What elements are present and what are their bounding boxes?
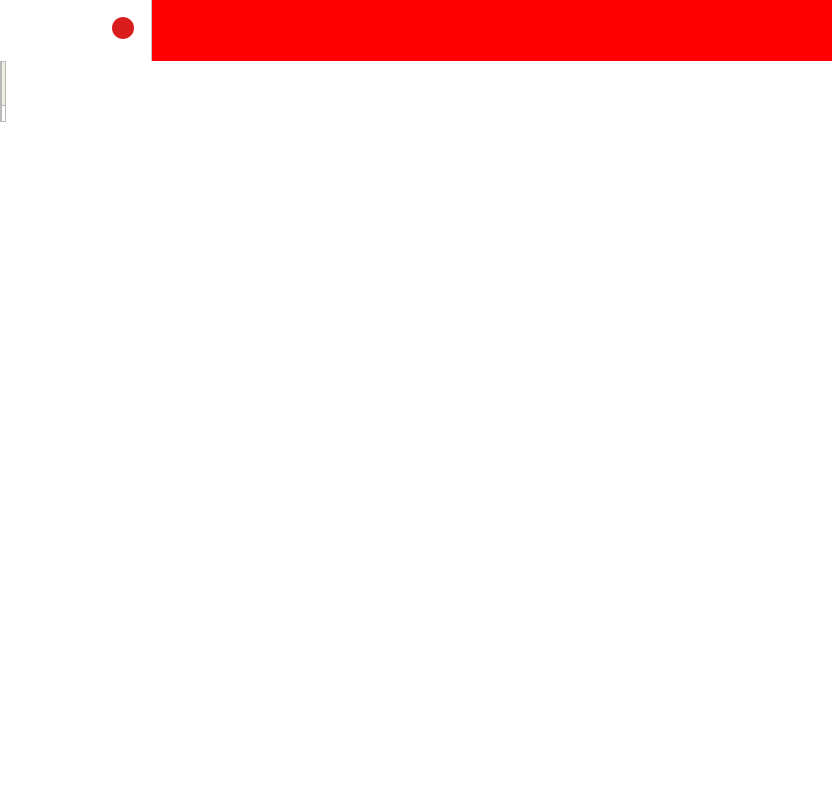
- score-table: [0, 61, 6, 122]
- header-row: [1, 62, 6, 106]
- top-row-label: [2, 106, 6, 122]
- title-banner: [152, 0, 832, 61]
- header-name: [2, 62, 6, 106]
- top-row: [1, 106, 6, 122]
- brand-logo: [0, 0, 152, 61]
- brand-ball-icon: [112, 17, 134, 39]
